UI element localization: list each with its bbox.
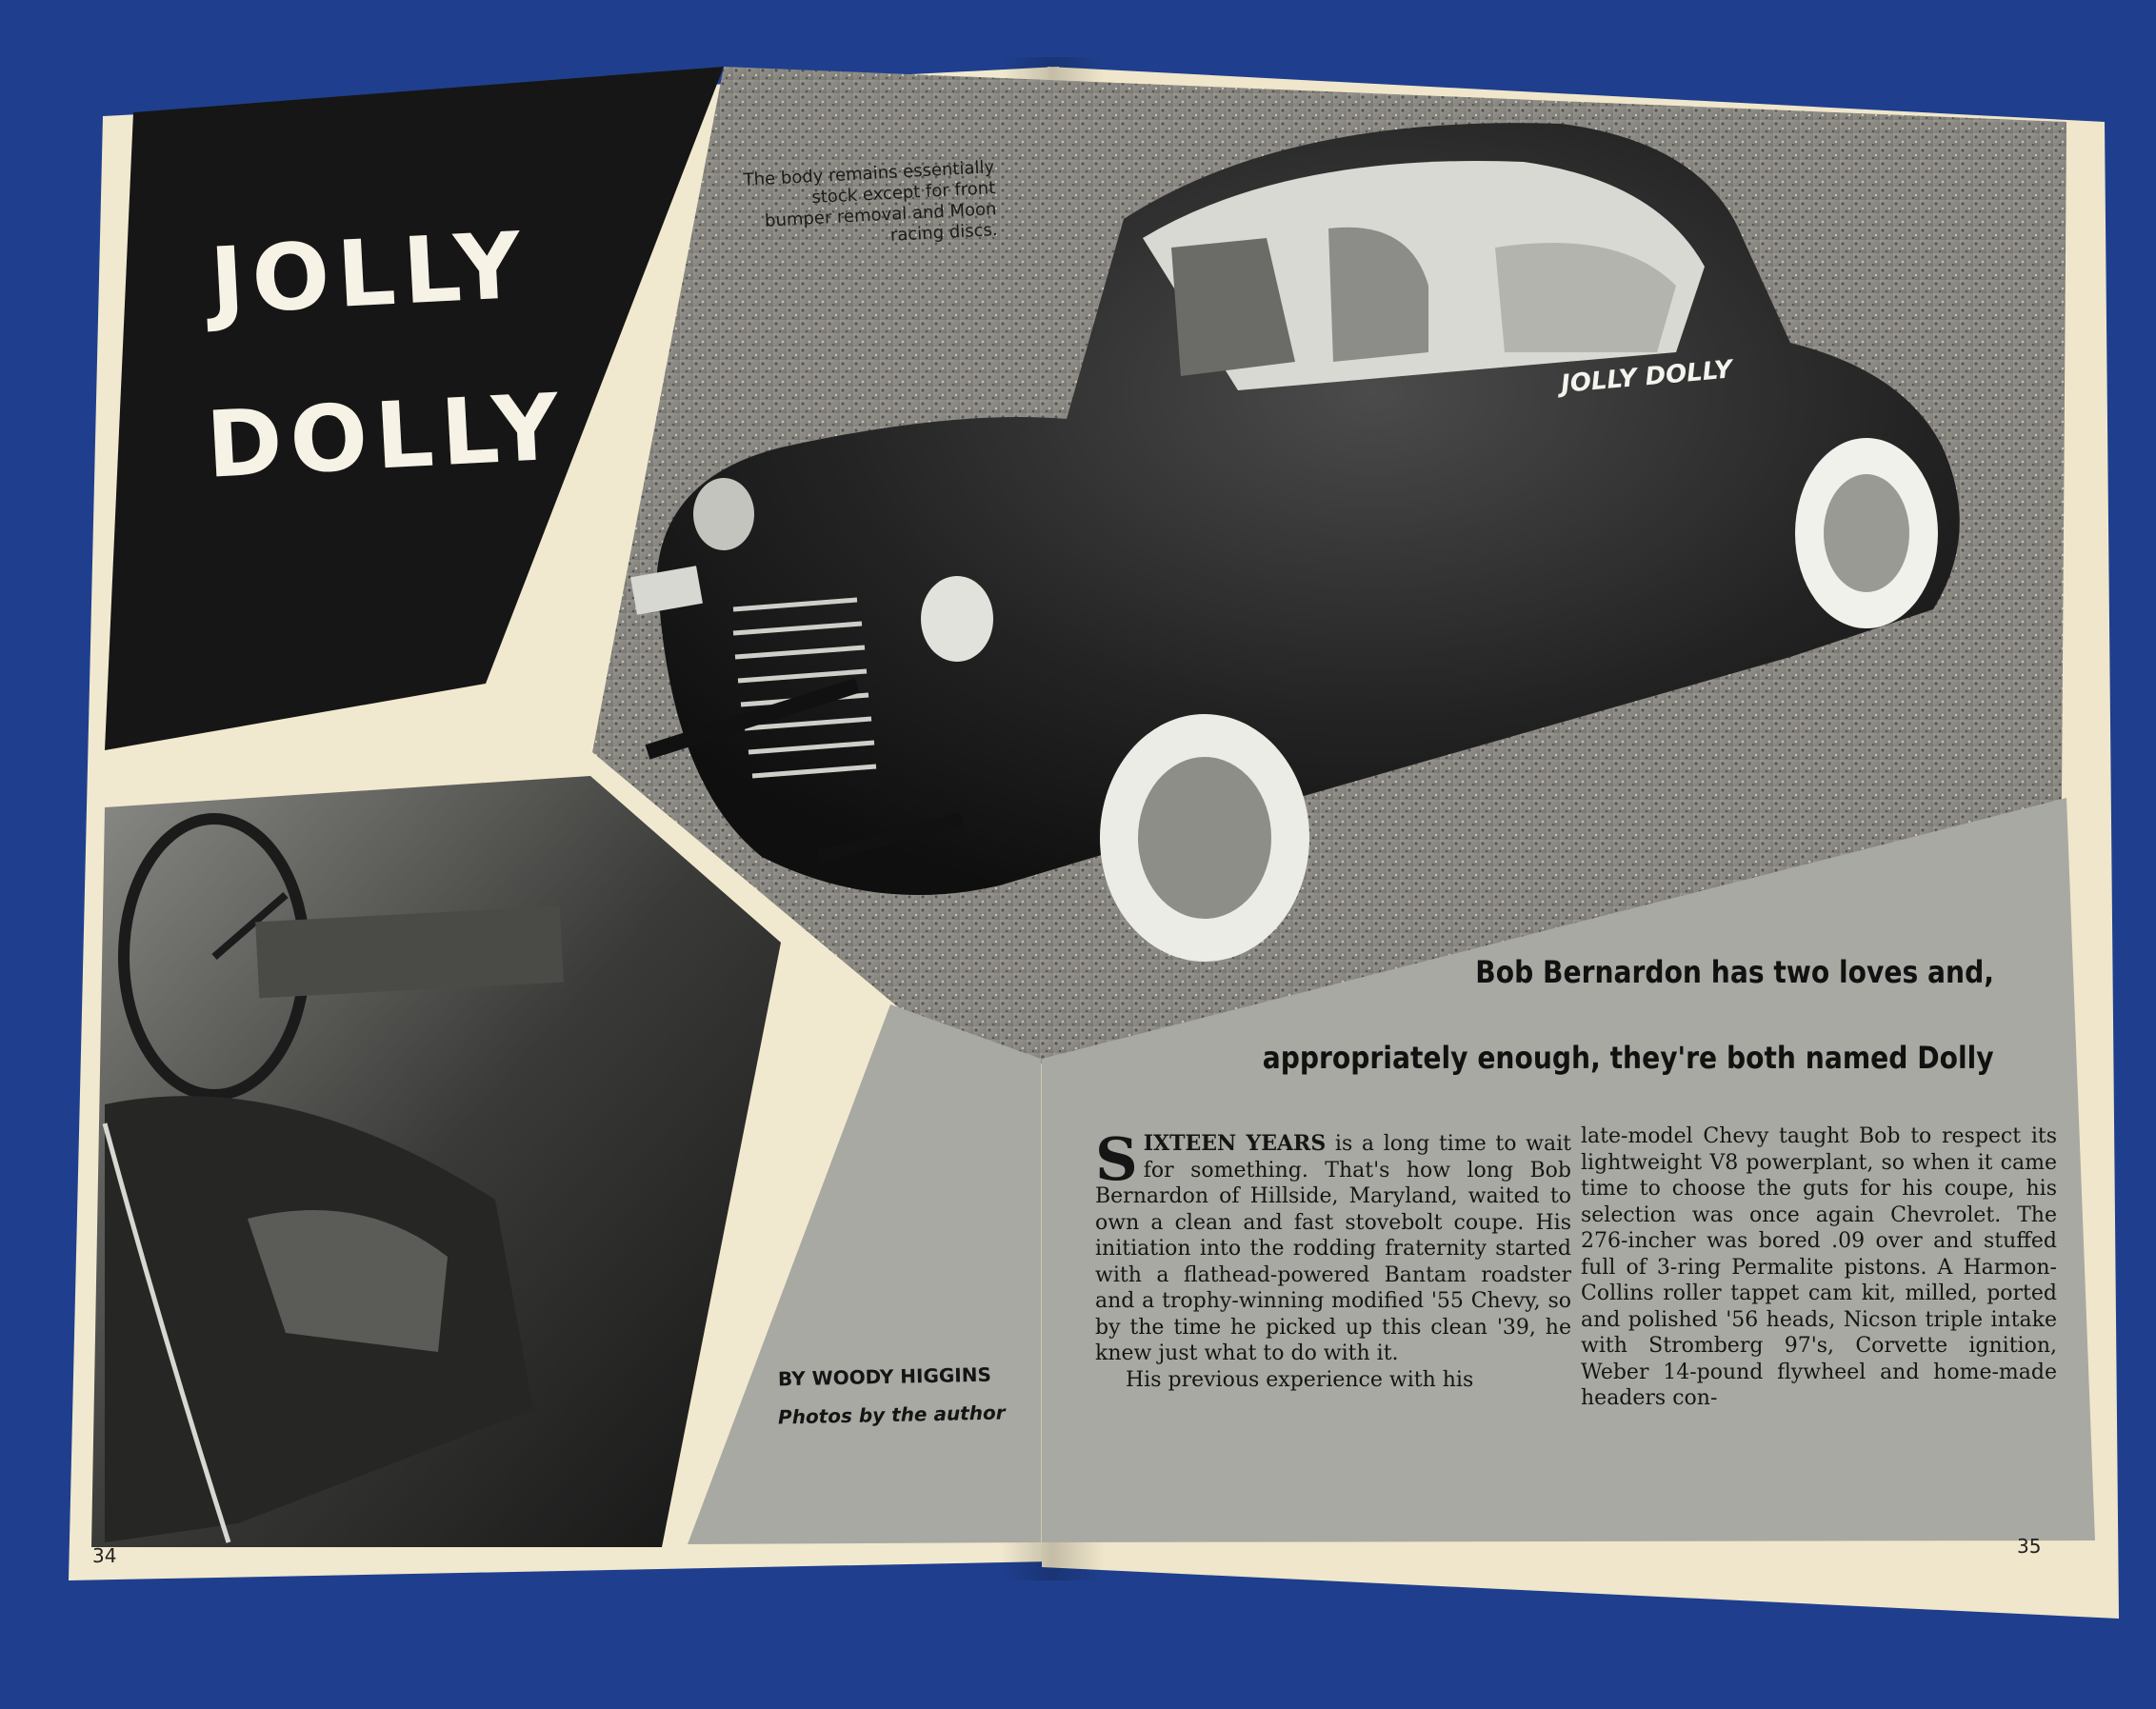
car-door-lettering: JOLLY DOLLY [1559,355,1734,399]
article-column-1 [1095,1124,1571,1393]
column-1-paragraph-1: is a long time to wait for something. That's how long Bob Bernardon of Hillside, Maryland, waited to own a clean and fast stovebolt coupe. His initiation into the rodding fraternity started with a flathead-powered Bantam roadster and a trophy-winning modified '55 Chevy, so by the time he picked up this clean '39, he knew just what to do with it. [1095,1132,1571,1365]
byline-author: BY WOODY HIGGINS [777,1362,992,1391]
byline-photos: Photos by the author [777,1401,1006,1429]
headline-line-1: Bob Bernardon has two loves and, [1475,954,1994,990]
title-dolly: DOLLY [204,373,569,499]
page-number-right: 35 [2017,1535,2042,1558]
column-2-paragraph: late-model Chevy taught Bob to respect its lightweight V8 powerplant, so when it came time to choose the guts for his coupe, his selection was once again Chevrolet. The 276-incher was bored .09 over and stuffed full of 3-ring Permalite pistons. A Harmon-Collins roller tappet cam kit, milled, ported and polished '56 heads, Nicson triple intake with Stromberg 97's, Corvette ignition, Weber 14-pound flywheel and home-made headers con- [1581,1124,2057,1410]
lead-caps: IXTEEN YEARS [1143,1131,1327,1156]
drop-cap: S [1095,1124,1138,1194]
headline-line-2: appropriately enough, they're both named Dolly [1263,1040,1994,1076]
column-1-paragraph-2: His previous experience with his [1126,1367,1474,1392]
page-number-left: 34 [92,1544,117,1567]
photo-caption: The body remains essentially stock except for front bumper removal and Moon racing discs. [743,157,999,246]
title-jolly: JOLLY [208,211,531,335]
article-column-2 [1581,1123,2057,1412]
